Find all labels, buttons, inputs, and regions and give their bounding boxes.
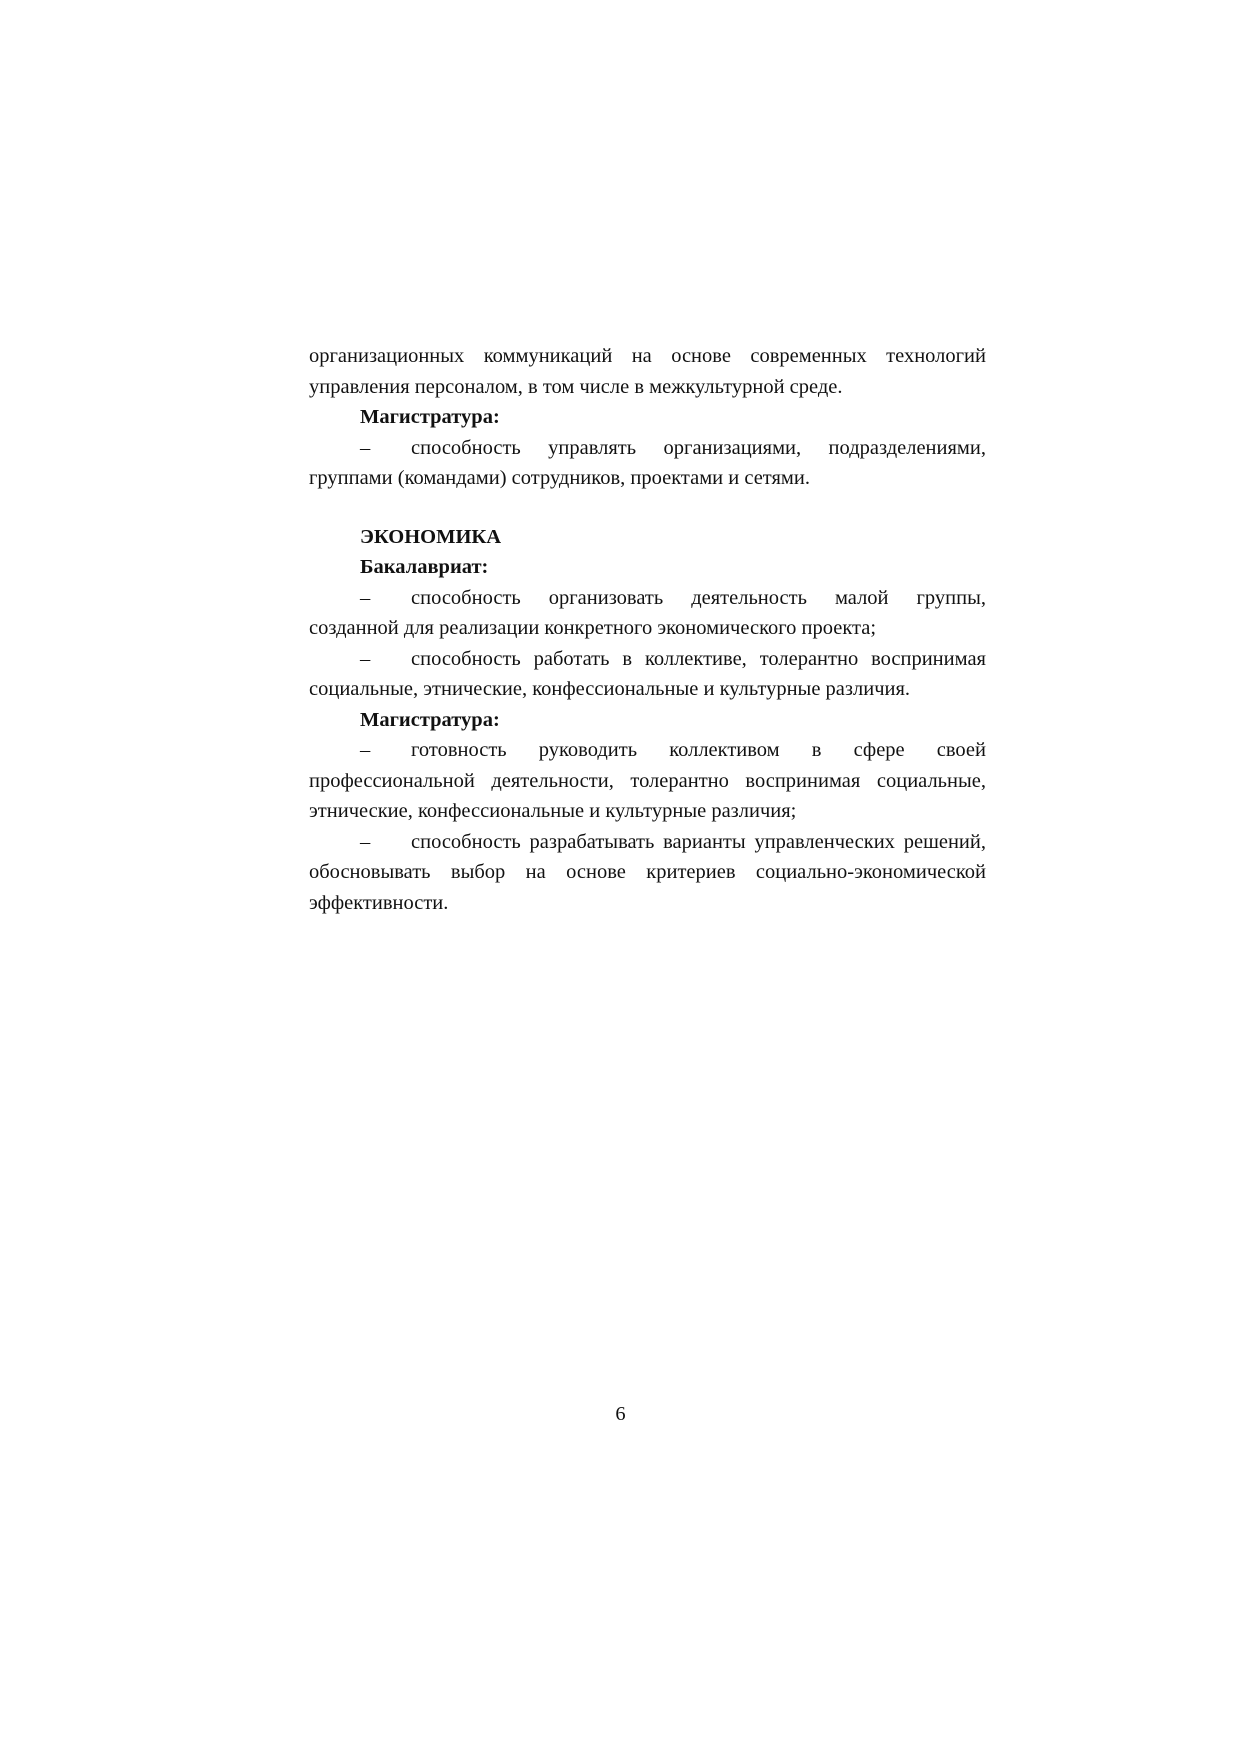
- list-item: [309, 644, 986, 705]
- list-item: [309, 583, 986, 644]
- economics-bachelor-heading: Бакалавриат:: [360, 556, 489, 578]
- dash-marker: –: [360, 586, 371, 609]
- list-item-text: способность управлять организациями, подразделениями, группами (командами) сотрудников, проектами и сетями.: [309, 436, 986, 489]
- page-number: 6: [615, 1403, 626, 1425]
- list-item-text: способность организовать деятельность малой группы, созданной для реализации конкретного экономического проекта;: [309, 586, 986, 639]
- list-item-text: готовность руководить коллективом в сфере своей профессиональной деятельности, толерантно воспринимая социальные, этнические, конфессиональные и культурные различия;: [309, 739, 986, 822]
- list-item-text: способность работать в коллективе, толерантно воспринимая социальные, этнические, конфессиональные и культурные различия.: [309, 647, 986, 700]
- list-item-text: способность разрабатывать варианты управленческих решений, обосновывать выбор на основе критериев социально-экономической эффективности.: [309, 830, 986, 914]
- continuation-paragraph: организационных коммуникаций на основе современных технологий управления персоналом, в том числе в межкультурной среде.: [309, 345, 986, 398]
- dash-marker: –: [360, 739, 371, 761]
- dash-marker: –: [360, 830, 371, 853]
- list-item: [309, 433, 986, 494]
- body-text: [309, 341, 986, 918]
- economics-magistracy-heading: Магистратура:: [360, 708, 500, 731]
- dash-marker: –: [360, 647, 371, 670]
- list-item: [309, 827, 986, 919]
- dash-marker: –: [360, 436, 371, 459]
- list-item: [309, 735, 986, 827]
- management-magistracy-heading: Магистратура:: [360, 406, 500, 428]
- economics-section-title: ЭКОНОМИКА: [360, 525, 502, 548]
